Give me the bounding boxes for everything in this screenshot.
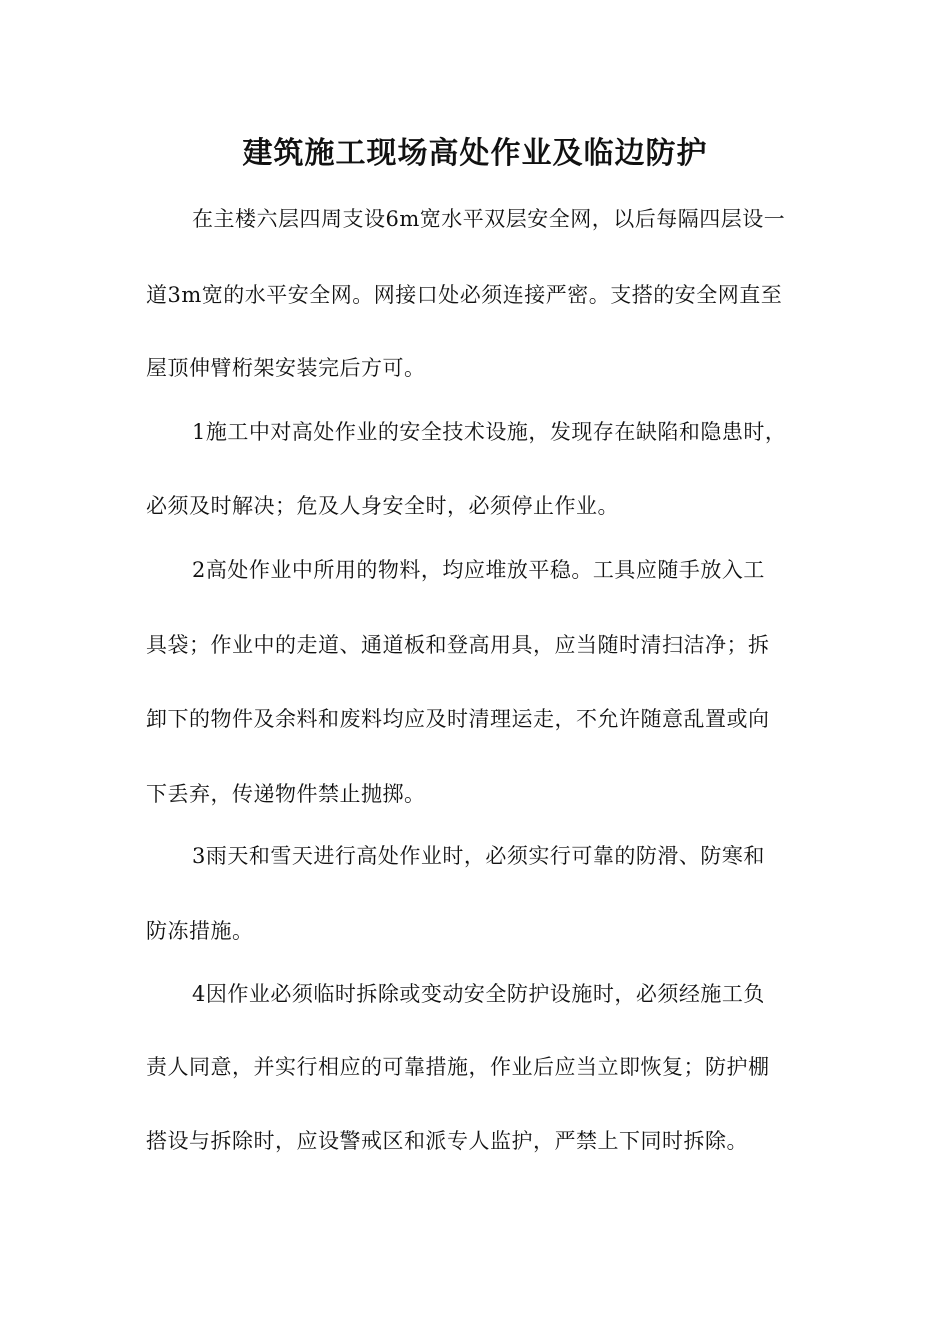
document-title: 建筑施工现场高处作业及临边防护 [242,136,708,171]
paragraph-5-line-1: 4因作业必须临时拆除或变动安全防护设施时，必须经施工负 [192,982,765,1006]
paragraph-3-line-1: 2高处作业中所用的物料，均应堆放平稳。工具应随手放入工 [192,558,765,582]
paragraph-2-line-2: 必须及时解决；危及人身安全时，必须停止作业。 [146,494,619,518]
paragraph-1-line-2: 道3m宽的水平安全网。网接口处必须连接严密。支搭的安全网直至 [146,283,783,307]
paragraph-1-line-1: 在主楼六层四周支设6m宽水平双层安全网，以后每隔四层设一 [192,207,786,231]
paragraph-2-line-1: 1施工中对高处作业的安全技术设施，发现存在缺陷和隐患时， [192,420,787,444]
paragraph-3-line-4: 下丢弃，传递物件禁止抛掷。 [146,782,426,806]
paragraph-5-line-2: 责人同意，并实行相应的可靠措施，作业后应当立即恢复；防护棚 [146,1055,770,1079]
paragraph-5-line-3: 搭设与拆除时，应设警戒区和派专人监护，严禁上下同时拆除。 [146,1129,748,1153]
paragraph-4-line-1: 3雨天和雪天进行高处作业时，必须实行可靠的防滑、防寒和 [192,844,765,868]
paragraph-3-line-2: 具袋；作业中的走道、通道板和登高用具，应当随时清扫洁净；拆 [146,633,770,657]
paragraph-3-line-3: 卸下的物件及余料和废料均应及时清理运走，不允许随意乱置或向 [146,707,770,731]
paragraph-1-line-3: 屋顶伸臂桁架安装完后方可。 [146,356,426,380]
paragraph-4-line-2: 防冻措施。 [146,919,254,943]
